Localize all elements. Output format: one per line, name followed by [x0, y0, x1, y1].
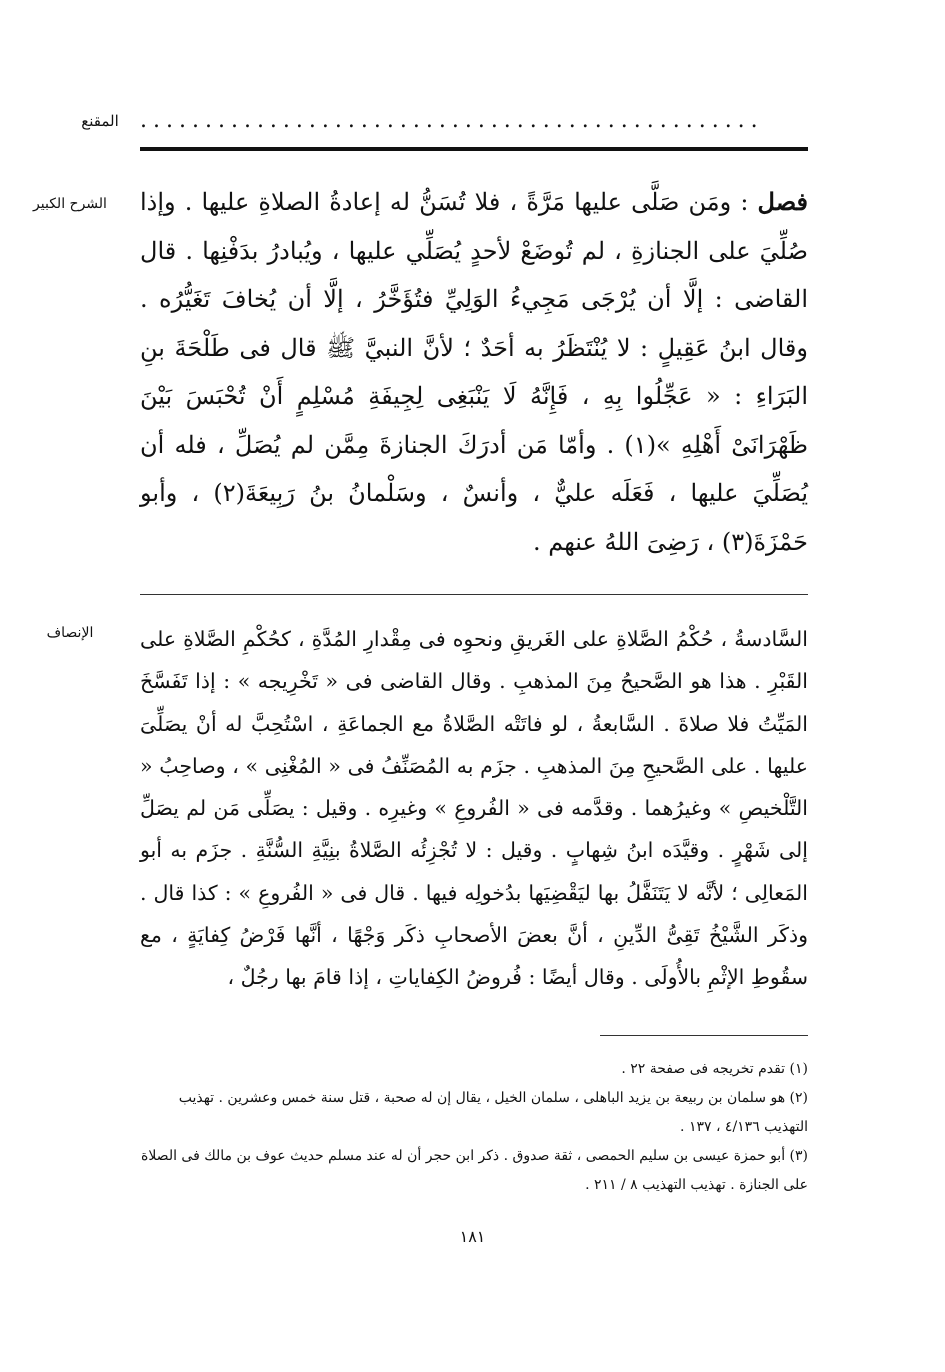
footnote-2: (٢) هو سلمان بن ربيعة بن يزيد الباهلى ، سلمان الخيل ، يقال إن له صحبة ، قتل سنة خمس وعشرين . تهذيب التهذيب ٤/١٣٦ ، ١٣٧ .	[178, 1090, 808, 1135]
sharh-paragraph: : ومَن صَلَّى عليها مَرَّةً ، فلا تُسَنُّ له إعادةُ الصلاةِ عليها . وإذا صُلِّيَ على الجنازةِ ، لم تُوضَعْ لأحدٍ يُصَلِّي عليها ، ويُبادرُ بدَفْنِها . قال القاضى : إلَّا أن يُرْجَى مَجِيءُ الوَلِيِّ فتُؤَخَّرُ ، إلَّا أن يُخافَ تَغَيُّرُه . وقال ابنُ عَقِيلٍ : لا يُنْتَظَرُ به أحَدٌ ؛ لأنَّ النبيَّ ﷺ قال فى طَلْحَةَ بنِ البَرَاءِ : « عَجِّلُوا بِهِ ، فَإِنَّهُ لَا يَنْبَغِى لِجِيفَةِ مُسْلِمٍ أَنْ تُحْبَسَ بَيْنَ ظَهْرَانَىْ أَهْلِهِ »(١) . وأمّا مَن أدرَكَ الجنازةَ مِمَّن لم يُصَلِّ ، فله أن يُصَلِّيَ عليها ، فَعَلَه عليٌّ ، وأنسٌ ، وسَلْمانُ بنُ رَبِيعَةَ(٢) ، وأبو حَمْزَةَ(٣) ، رَضِىَ اللهُ عنهم .	[140, 188, 809, 556]
footnote-divider	[600, 1035, 808, 1036]
page-number: ١٨١	[459, 1227, 486, 1246]
section-divider	[140, 594, 808, 595]
sharh-text-block	[140, 178, 808, 566]
insaf-paragraph: السَّادسةُ ، حُكْمُ الصَّلاةِ على الغَريقِ ونحوِه فى مِقْدارِ المُدَّةِ ، كحُكْمِ الصَّلاةِ على القَبْرِ . هذا هو الصَّحيحُ مِنَ المذهبِ . وقال القاضى فى « تَخْرِيجه » : إذا تَفَسَّخَ المَيِّتُ فلا صلاةَ . السَّابعةُ ، لو فاتَتْه الصَّلاةُ مع الجماعَةِ ، اسْتُحِبَّ له أنْ يصَلِّىَ عليها . على الصَّحيحِ مِنَ المذهبِ . جزَم به المُصَنِّفُ فى « المُغْنِى » ، وصاحِبُ « التَّلْخيصِ » وغيرُهما . وقدَّمه فى « الفُروعِ » وغيرِه . وقيل : يصَلِّى مَن لم يصَلِّ إلى شَهْرٍ . وقيَّدَه ابنُ شِهابٍ . وقيل : لا تُجْزِئُه الصَّلاةُ بنِيَّةِ السُّنَّةِ . جزَم به أبو المَعالِى ؛ لأنَّه لا يَتَنَفَّلُ بها ليَقْضِيَها بدُخولِه فيها . قال فى « الفُروعِ » : كذا قال . وذكَر الشَّيْخُ تَقِىُّ الدِّينِ ، أنَّ بعضَ الأصحابِ ذكَر وَجْهًا ، أنَّها فَرْضُ كِفايَةٍ ، مع سقُوطِ الإثْمِ بالأُولَى . وقال أيضًا : فُروضُ الكِفاياتِ ، إذا قامَ بها رجُلٌ ،	[140, 627, 808, 990]
running-header-title: المقنع	[81, 112, 119, 130]
footnotes	[140, 1055, 808, 1200]
insaf-margin-label: الإنصاف	[46, 625, 94, 641]
section-lead-word: فصل	[757, 187, 808, 216]
header-rule	[140, 147, 808, 151]
sharh-margin-label: الشرح الكبير	[33, 196, 107, 212]
footnote-3: (٣) أبو حمزة عيسى بن سليم الحمصى ، ثقة صدوق . ذكر ابن حجر أن له عند مسلم حديث عوف بن مالك فى الصلاة على الجنازة . تهذيب التهذيب ٨ / ٢١١ .	[140, 1148, 808, 1193]
insaf-text-block	[140, 618, 808, 999]
header-dotted-leader: ................................................	[140, 108, 764, 133]
footnote-1: (١) تقدم تخريجه فى صفحة ٢٢ .	[621, 1061, 808, 1077]
